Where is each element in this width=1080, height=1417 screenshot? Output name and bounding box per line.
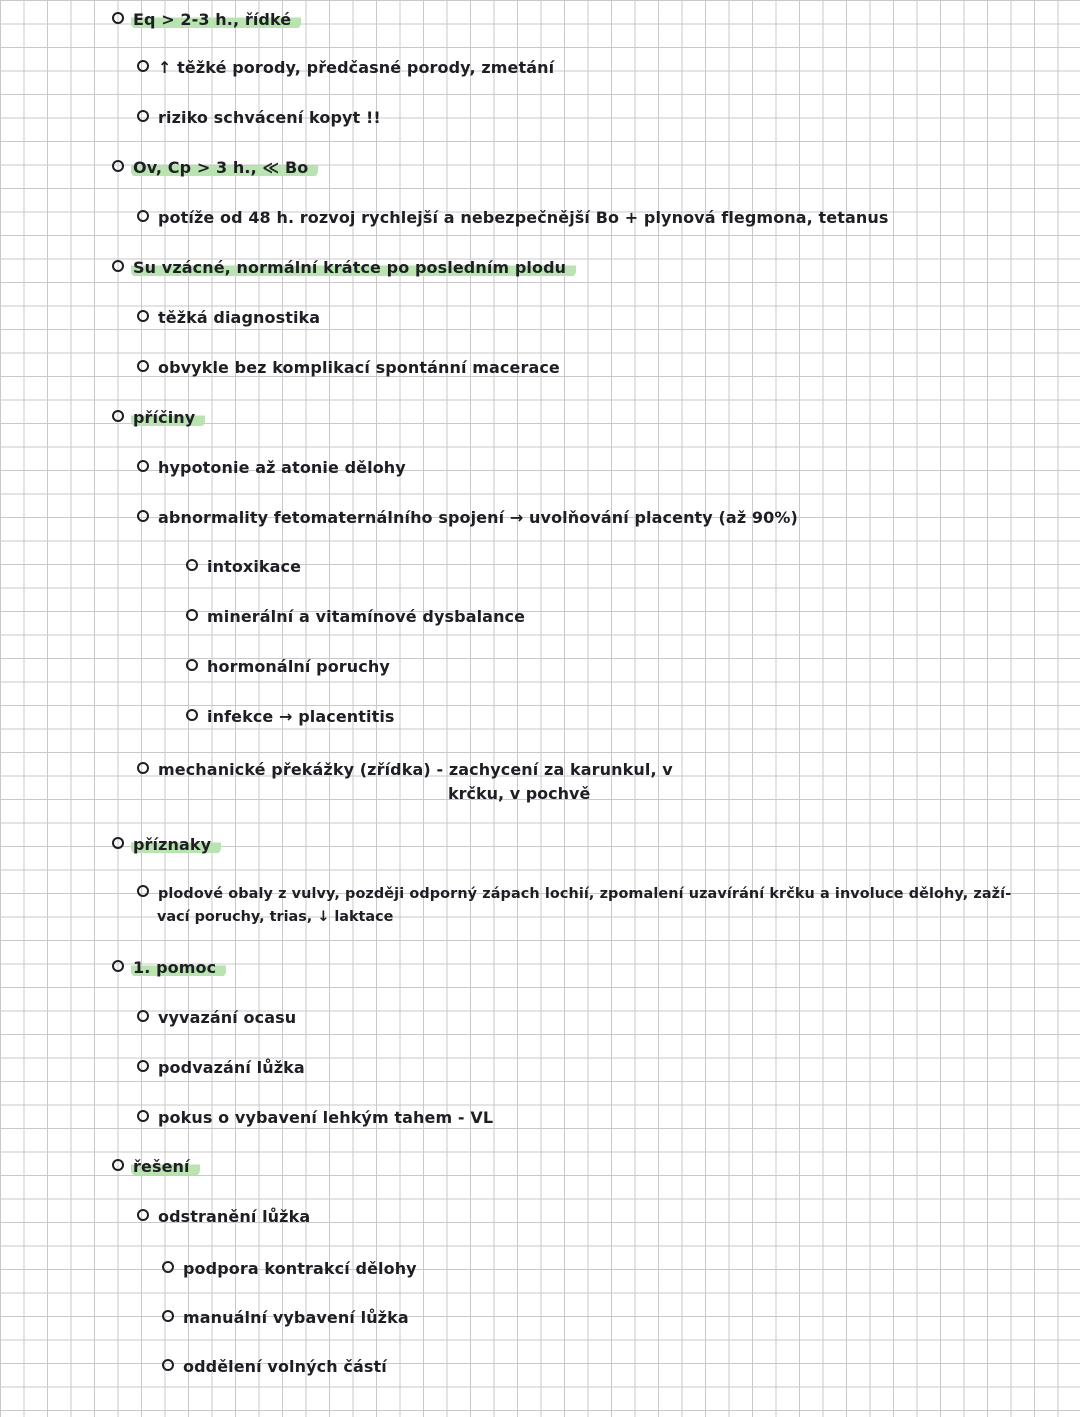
note-text: plodové obaly z vulvy, později odporný zápach lochií, zpomalení uzavírání krčku a involuce dělohy, zaží- (158, 886, 1012, 902)
note-line (112, 258, 576, 278)
note-line (137, 458, 406, 478)
highlighted-text: Ov, Cp > 3 h., ≪ Bo (131, 158, 318, 177)
note-line (137, 1207, 310, 1227)
bullet-icon (137, 60, 149, 72)
bullet-icon (112, 960, 124, 972)
note-text: intoxikace (207, 557, 302, 576)
note-text: manuální vybavení lůžka (183, 1308, 409, 1327)
note-line (137, 1008, 296, 1028)
note-text: obvykle bez komplikací spontánní macerace (158, 358, 560, 377)
note-line (137, 884, 1011, 904)
bullet-icon (137, 360, 149, 372)
bullet-icon (186, 559, 198, 571)
note-line (162, 1357, 387, 1377)
note-text: abnormality fetomaternálního spojení → uvolňování placenty (až 90%) (158, 508, 798, 527)
note-text: riziko schvácení kopyt !! (158, 108, 381, 127)
bullet-icon (162, 1359, 174, 1371)
bullet-icon (112, 260, 124, 272)
note-line (112, 1157, 200, 1177)
bullet-icon (162, 1261, 174, 1273)
note-text: oddělení volných částí (183, 1357, 387, 1376)
note-continuation: vací poruchy, trias, ↓ laktace (157, 909, 394, 925)
note-line (137, 358, 560, 378)
bullet-icon (112, 410, 124, 422)
note-text: hormonální poruchy (207, 657, 390, 676)
note-line (112, 958, 226, 978)
note-text: pokus o vybavení lehkým tahem - VL (158, 1108, 494, 1127)
note-line (112, 10, 301, 30)
bullet-icon (162, 1310, 174, 1322)
note-line (186, 707, 395, 727)
bullet-icon (186, 609, 198, 621)
note-line (137, 208, 888, 228)
note-line (162, 1308, 409, 1328)
note-text: podvazání lůžka (158, 1058, 305, 1077)
note-text: potíže od 48 h. rozvoj rychlejší a nebezpečnější Bo + plynová flegmona, tetanus (158, 208, 889, 227)
highlighted-text: Eq > 2-3 h., řídké (131, 10, 301, 29)
note-line (112, 835, 221, 855)
note-text: hypotonie až atonie dělohy (158, 458, 406, 477)
bullet-icon (137, 1010, 149, 1022)
note-text: mechanické překážky (zřídka) - zachycení za karunkul, v (158, 760, 673, 779)
note-line (186, 557, 301, 577)
bullet-icon (137, 510, 149, 522)
note-line (112, 158, 318, 178)
note-text: podpora kontrakcí dělohy (183, 1259, 417, 1278)
highlighted-text: 1. pomoc (131, 958, 226, 977)
note-text: těžká diagnostika (158, 308, 321, 327)
bullet-icon (112, 837, 124, 849)
note-text: ↑ těžké porody, předčasné porody, zmetání (158, 58, 555, 77)
note-text: vyvazání ocasu (158, 1008, 297, 1027)
note-line (137, 508, 798, 528)
bullet-icon (186, 709, 198, 721)
note-line (137, 1058, 305, 1078)
bullet-icon (137, 1209, 149, 1221)
bullet-icon (112, 12, 124, 24)
bullet-icon (112, 1159, 124, 1171)
highlighted-text: řešení (131, 1157, 200, 1176)
note-line (137, 58, 554, 78)
note-line (137, 760, 673, 780)
bullet-icon (137, 310, 149, 322)
note-line (186, 657, 390, 677)
highlighted-text: Su vzácné, normální krátce po posledním plodu (131, 258, 576, 277)
note-continuation: krčku, v pochvě (448, 784, 591, 803)
bullet-icon (137, 885, 149, 897)
note-line (162, 1259, 417, 1279)
note-text: odstranění lůžka (158, 1207, 311, 1226)
bullet-icon (137, 110, 149, 122)
bullet-icon (112, 160, 124, 172)
note-line (137, 108, 381, 128)
highlighted-text: příznaky (131, 835, 221, 854)
note-line (112, 408, 205, 428)
bullet-icon (186, 659, 198, 671)
note-line (137, 1108, 493, 1128)
bullet-icon (137, 1060, 149, 1072)
note-text: minerální a vitamínové dysbalance (207, 607, 526, 626)
bullet-icon (137, 1110, 149, 1122)
bullet-icon (137, 762, 149, 774)
bullet-icon (137, 460, 149, 472)
note-line (186, 607, 525, 627)
note-text: infekce → placentitis (207, 707, 395, 726)
bullet-icon (137, 210, 149, 222)
note-line (137, 308, 320, 328)
highlighted-text: příčiny (131, 408, 205, 427)
